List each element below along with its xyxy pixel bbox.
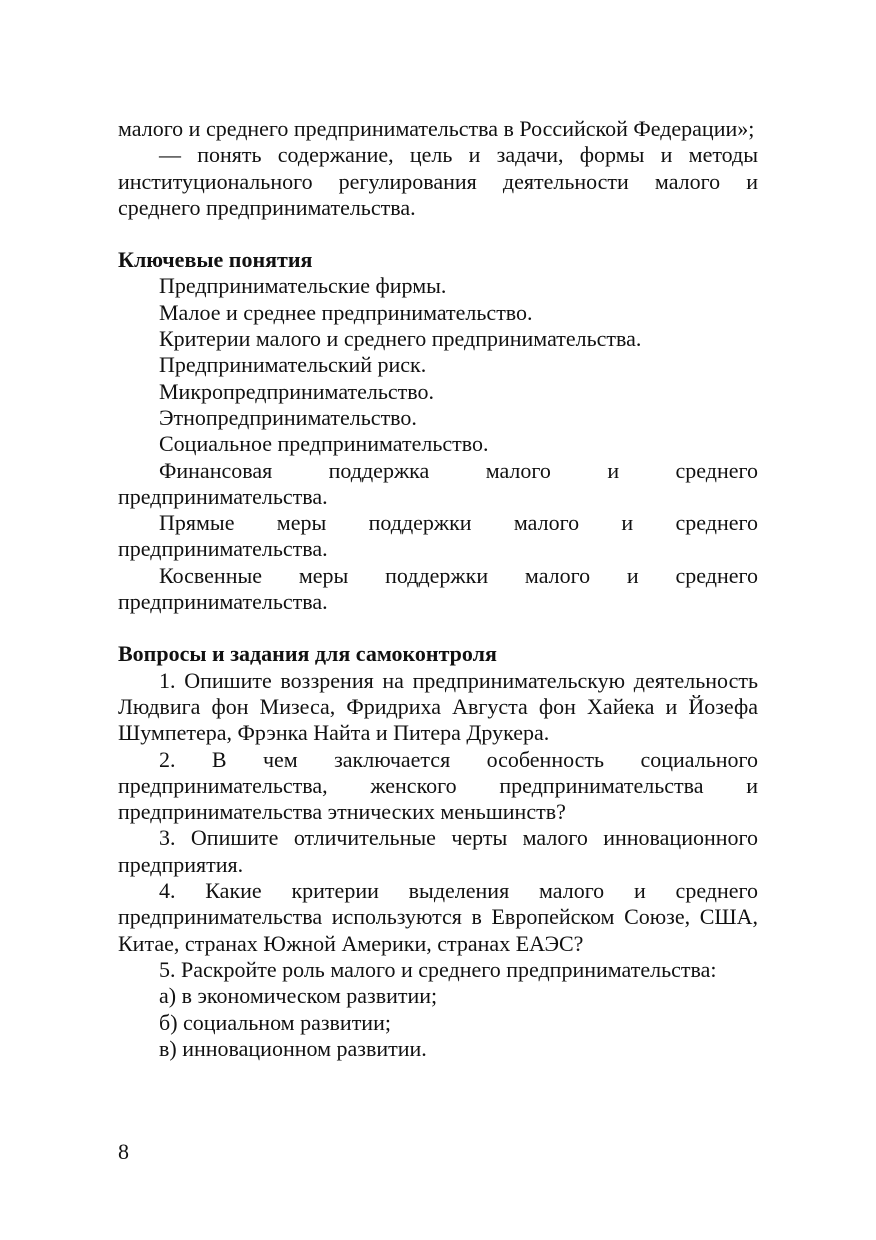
- key-concept-item: Предпринимательские фирмы.: [159, 273, 447, 299]
- question-item: 1. Опишите воззрения на предпринимательскую деятельность Людвига фон Мизеса, Фридриха Августа фон Хайека и Йозефа Шумпетера, Фрэнка Найта и Питера Друкера.: [118, 667, 758, 746]
- question-item: 4. Какие критерии выделения малого и среднего предпринимательства используются в Европейском Союзе, США, Китае, странах Южной Америки, странах ЕАЭС?: [118, 878, 758, 956]
- intro-paragraph-2: — понять содержание, цель и задачи, формы и методы институционального регулирования деятельности малого и среднего предпринимательства.: [118, 142, 758, 220]
- key-concept-item: Малое и среднее предпринимательство.: [159, 299, 533, 325]
- intro-paragraph-1: малого и среднего предпринимательства в Российской Федерации»;: [118, 116, 755, 141]
- key-concept-item: Критерии малого и среднего предпринимательства.: [159, 326, 642, 352]
- section-gap: [118, 221, 758, 247]
- question-item: 2. В чем заключается особенность социального предпринимательства, женского предпринимательства и предпринимательства этнических меньшинств?: [118, 746, 758, 825]
- key-concept-item: Предпринимательский риск.: [159, 352, 427, 378]
- question-subitem: б) социальном развитии;: [159, 1009, 391, 1035]
- key-concept-item: Микропредпринимательство.: [159, 378, 435, 404]
- question-subitem: а) в экономическом развитии;: [159, 983, 438, 1009]
- question-item: 5. Раскройте роль малого и среднего предпринимательства:: [159, 956, 717, 982]
- page-number: 8: [118, 1139, 129, 1164]
- document-page: [118, 116, 758, 1062]
- question-item: 3. Опишите отличительные черты малого инновационного предприятия.: [118, 825, 758, 877]
- questions-heading: Вопросы и задания для самоконтроля: [118, 641, 497, 667]
- section-gap: [118, 615, 758, 641]
- question-subitem: в) инновационном развитии.: [159, 1035, 427, 1061]
- key-concept-item: Косвенные меры поддержки малого и среднего предпринимательства.: [118, 562, 758, 615]
- key-concept-item: Финансовая поддержка малого и среднего предпринимательства.: [118, 457, 758, 509]
- key-concepts-heading: Ключевые понятия: [118, 247, 313, 273]
- key-concept-item: Социальное предпринимательство.: [159, 431, 489, 457]
- key-concept-item: Этнопредпринимательство.: [159, 404, 417, 430]
- key-concept-item: Прямые меры поддержки малого и среднего предпринимательства.: [118, 510, 758, 562]
